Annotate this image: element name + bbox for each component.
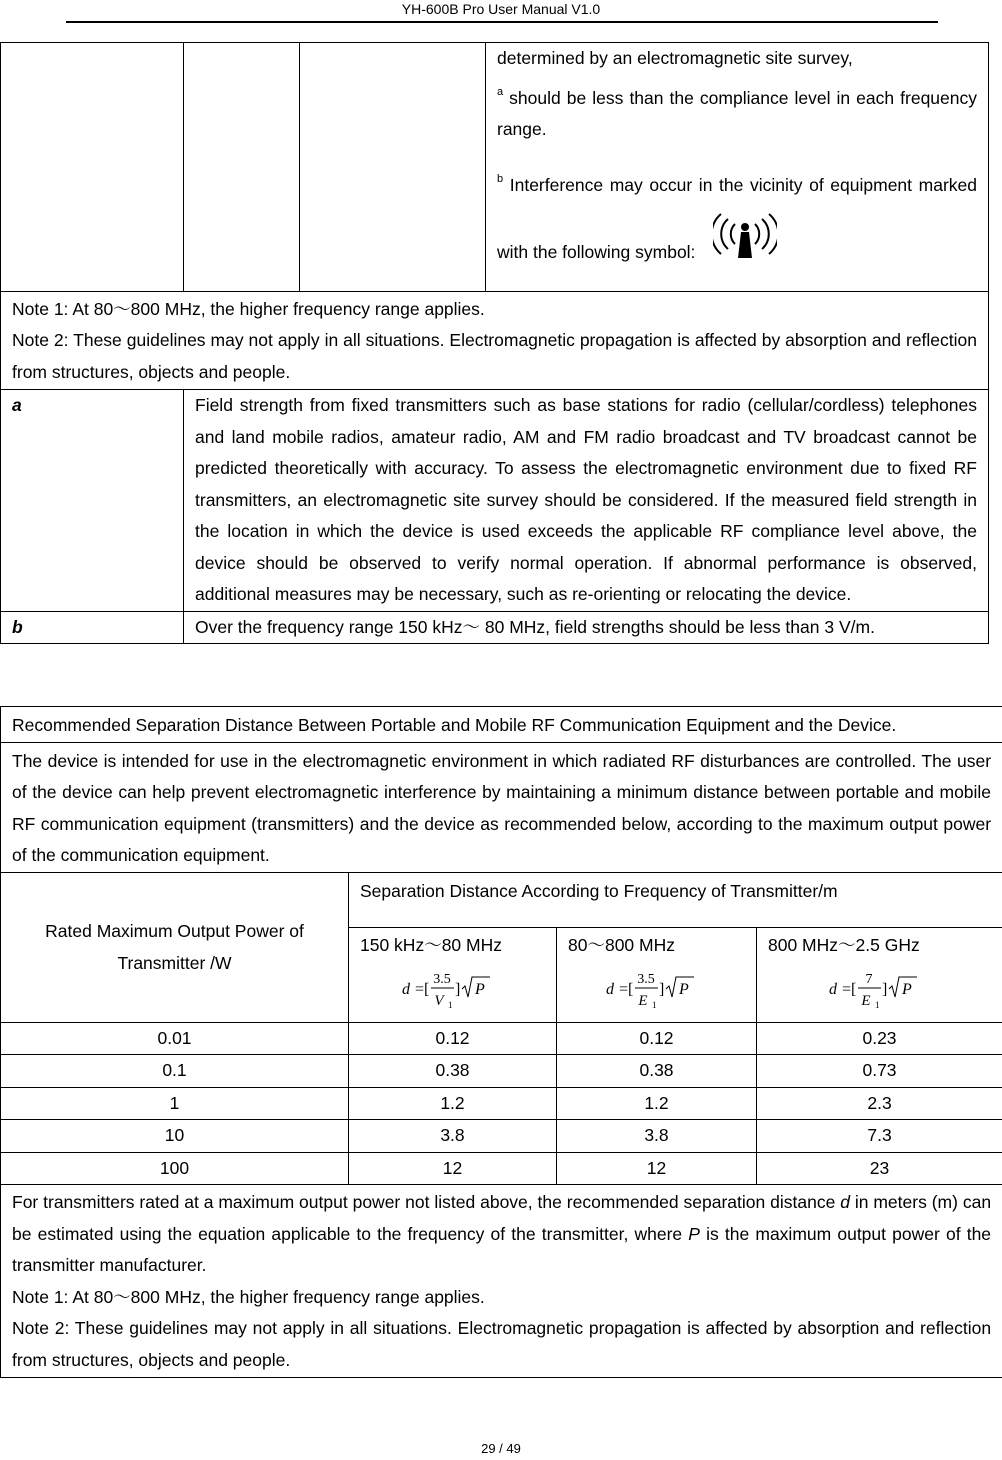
estimation-text-1: For transmitters rated at a maximum output power not listed above, the recommended separation distance [12,1192,841,1212]
footnote-a-inline-text: should be less than the compliance level in each frequency range. [497,87,977,139]
radio-transmitter-warning-icon [713,210,777,285]
formula-radicand: P [474,981,485,998]
formula-denominator: V [433,993,444,1009]
continuation-line-1: determined by an electromagnetic site survey, [497,48,853,68]
formula-numerator: 3.5 [636,972,655,987]
table-row [1,1055,1002,1088]
table-footer-notes [1,1185,1002,1378]
empty-cell [300,43,486,292]
empty-cell [1,43,184,292]
footnote-a-line [497,83,977,146]
intro-text: The device is intended for use in the electromagnetic environment in which radiated RF disturbances are controlled. The user of the device can help prevent electromagnetic interference by maintaining a minimum distance between portable and mobile RF communication equipment (transmitters) and the device as recommended below, according to the maximum output power of the communication equipment. [1,742,1002,872]
separation-formula [360,965,545,1022]
separation-formula [768,965,991,1022]
frequency-range-label: 150 kHz～80 MHz [360,934,502,955]
estimation-text-3: is the maximum output power of the transmitter manufacturer. [12,1223,992,1275]
header-rule [66,21,938,23]
svg-text:=[: =[ [841,981,856,998]
frequency-column-header [757,927,1002,1022]
table-row [1,1087,1002,1120]
separation-formula [568,965,745,1022]
formula-denominator-subscript: 1 [651,1000,656,1010]
continuation-cell [486,43,989,292]
formula-denominator: E [637,993,648,1009]
footnote-a-label: a [1,390,184,612]
table-row [1,291,989,390]
frequency-range-label: 800 MHz～2.5 GHz [768,934,920,955]
page-number: 29 / 49 [481,1441,521,1456]
table-row [1,707,1002,743]
footnote-b-text: Over the frequency range 150 kHz～ 80 MHz, field strengths should be less than 3 V/m. [184,611,989,644]
table-row [1,43,989,292]
table-cell: 0.38 [557,1055,757,1088]
footnote-b-label: b [1,611,184,644]
table-cell: 1.2 [349,1087,557,1120]
svg-text:]: ] [881,981,887,998]
table-row [1,1185,1002,1378]
superscript-a: a [497,85,504,98]
table-cell: 10 [1,1120,349,1153]
formula-denominator-subscript: 1 [874,1000,880,1010]
formula-radicand: P [901,981,912,998]
footnote-a-text: Field strength from fixed transmitters such as base stations for radio (cellular/cordless) telephones and land mobile radios, amateur radio, AM and FM radio broadcast and TV broadcast cannot be predicted theoretically with accuracy. To assess the electromagnetic environment due to fixed RF transmitters, an electromagnetic site survey should be considered. If the measured field strength in the location in which the device is used exceeds the applicable RF compliance level above, the device should be observed to verify normal operation. If abnormal performance is observed, additional measures may be necessary, such as re-orienting or relocating the device. [184,390,989,612]
formula-lhs: d [401,981,410,998]
formula-numerator: 3.5 [432,972,451,987]
table-cell: 0.23 [757,1022,1002,1055]
note-2: Note 2: These guidelines may not apply in all situations. Electromagnetic propagation is affected by absorption and reflection from structures, objects and people. [12,1318,992,1370]
table-cell: 1.2 [557,1087,757,1120]
formula-lhs: d [828,981,837,998]
frequency-column-header [557,927,757,1022]
svg-text:=[: =[ [414,981,429,998]
page-header-title: YH-600B Pro User Manual V1.0 [401,1,601,17]
table-title: Recommended Separation Distance Between Portable and Mobile RF Communication Equipment and the Device. [1,707,1002,743]
table-cell: 3.8 [557,1120,757,1153]
separation-distance-table [0,706,1002,1378]
formula-denominator: E [860,993,871,1009]
note-2: Note 2: These guidelines may not apply in all situations. Electromagnetic propagation is affected by absorption and reflection from structures, objects and people. [12,330,977,382]
table-row [1,1152,1002,1185]
table-cell: 0.01 [1,1022,349,1055]
table-cell: 2.3 [757,1087,1002,1120]
emc-immunity-table-continued [0,42,989,644]
frequency-range-label: 80～800 MHz [568,934,675,955]
table-cell: 0.12 [557,1022,757,1055]
formula-denominator-subscript: 1 [447,1000,452,1010]
svg-text:]: ] [658,981,664,998]
table-cell: 0.1 [1,1055,349,1088]
formula-numerator: 7 [865,972,873,987]
table-row [1,611,989,644]
footnote-b-line [497,154,977,291]
variable-d: d [840,1192,850,1212]
table-cell: 23 [757,1152,1002,1185]
frequency-column-header [349,927,557,1022]
table-row [1,872,1002,927]
table-row [1,390,989,612]
table-cell: 100 [1,1152,349,1185]
empty-cell [184,43,300,292]
table-row [1,742,1002,872]
table-cell: 3.8 [349,1120,557,1153]
table-cell: 12 [349,1152,557,1185]
table-cell: 0.73 [757,1055,1002,1088]
superscript-b: b [497,172,504,185]
table-cell: 0.12 [349,1022,557,1055]
table-row [1,1022,1002,1055]
notes-cell [1,291,989,390]
estimation-paragraph [12,1187,991,1282]
separation-distance-header: Separation Distance According to Frequency of Transmitter/m [349,872,1002,927]
variable-p: P [688,1223,700,1244]
formula-radicand: P [678,981,689,998]
note-1: Note 1: At 80～800 MHz, the higher frequency range applies. [12,298,485,319]
footnote-b-inline-text: Interference may occur in the vicinity of equipment marked with the following symbol: [497,174,977,262]
table-cell: 7.3 [757,1120,1002,1153]
estimation-text-2: in meters (m) can be estimated using the equation applicable to the frequency of the transmitter, where [12,1192,992,1244]
formula-lhs: d [605,981,614,998]
table-cell: 1 [1,1087,349,1120]
svg-text:=[: =[ [618,981,633,998]
svg-text:]: ] [454,981,460,998]
table-row [1,1120,1002,1153]
note-1: Note 1: At 80～800 MHz, the higher frequency range applies. [12,1286,485,1307]
rated-power-header: Rated Maximum Output Power of Transmitter /W [1,872,349,1022]
table-cell: 0.38 [349,1055,557,1088]
table-cell: 12 [557,1152,757,1185]
